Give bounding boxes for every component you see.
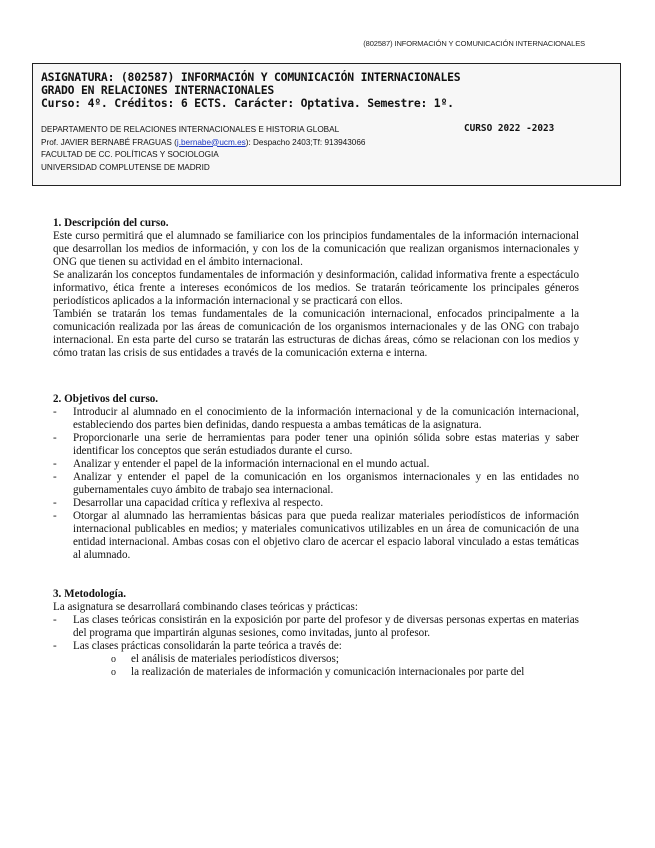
professor-email-link[interactable]: j.bernabe@ucm.es: [176, 137, 246, 147]
list-item: - Analizar y entender el papel de la comunicación en los organismos internacionales y en las entidades no gubernamentales cuyo ámbito de trabajo sea internacional.: [53, 471, 579, 497]
university: UNIVERSIDAD COMPLUTENSE DE MADRID: [41, 162, 210, 172]
professor-name: Prof. JAVIER BERNABÉ FRAGUAS (: [41, 137, 177, 147]
list-item: - Introducir al alumnado en el conocimiento de la información internacional y de la comunicación internacional, estableciendo dos partes bien definidas, dando respuesta a ambas temáticas de la asignatura.: [53, 406, 579, 432]
paragraph: También se tratarán los temas fundamentales de la comunicación internacional, enfocados principalmente a la comunicación realizada por las áreas de comunicación de los organismos internacionales y de las ONG con trabajo internacional. En esta parte del curso se tratarán las estructuras de dichas áreas, cómo se relacionan con los medios y cómo tratan las crisis de sus entidades a través de la comunicación externa e interna.: [53, 308, 579, 360]
faculty: FACULTAD DE CC. POLÍTICAS Y SOCIOLOGIA: [41, 150, 219, 159]
objectives-list: [53, 406, 579, 563]
course-meta: [41, 124, 612, 174]
paragraph: Este curso permitirá que el alumnado se familiarice con los principios fundamentales de la información internacional que desarrollan los medios de información, y con los de la comunicación que realizan organismos internacionales y ONG que tienen su actividad en el ámbito internacional.: [53, 230, 579, 269]
section-title: 1. Descripción del curso.: [53, 217, 169, 229]
course-details: Curso: 4º. Créditos: 6 ECTS. Carácter: Optativa. Semestre: 1º.: [41, 96, 454, 110]
list-item: [53, 640, 579, 679]
section-methodology: [53, 588, 579, 679]
list-item: - Otorgar al alumnado las herramientas básicas para que pueda realizar materiales periodísticos de información internacional publicables en medios; y materiales comunicativos utilizables en un área de comunicación de una entidad internacional. Ambas cosas con el objetivo claro de acercar el espacio laboral vinculado a estas temáticas al alumnado.: [53, 510, 579, 562]
section-description: [53, 217, 579, 361]
sub-list-item: o la realización de materiales de información y comunicación internacionales por parte del: [111, 666, 579, 679]
professor-line: [41, 137, 612, 150]
academic-year: CURSO 2022 -2023: [464, 123, 555, 134]
sub-list: [73, 653, 579, 679]
department: DEPARTAMENTO DE RELACIONES INTERNACIONALES E HISTORIA GLOBAL: [41, 125, 340, 134]
section-title: 2. Objetivos del curso.: [53, 392, 159, 405]
list-item: - Analizar y entender el papel de la información internacional en el mundo actual.: [53, 458, 579, 471]
list-item: - Desarrollar una capacidad crítica y reflexiva al respecto.: [53, 497, 579, 510]
professor-office: ): Despacho 2403;Tf: 913943066: [245, 137, 366, 147]
list-item-text: Las clases prácticas consolidarán la parte teórica a través de:: [73, 640, 342, 653]
list-item: - Las clases teóricas consistirán en la exposición por parte del profesor y de diversas personas expertas en materias del programa que impartirán algunas sesiones, como invitadas, junto al profesor.: [53, 614, 579, 640]
running-header: (802587) INFORMACIÓN Y COMUNICACIÓN INTERNACIONALES: [363, 39, 585, 48]
section-title: 3. Metodología.: [53, 588, 127, 601]
degree-title: GRADO EN RELACIONES INTERNACIONALES: [41, 83, 275, 97]
methodology-list: [53, 614, 579, 679]
course-info-box: [32, 63, 621, 186]
paragraph: La asignatura se desarrollará combinando clases teóricas y prácticas:: [53, 601, 358, 614]
document-body: [53, 217, 579, 679]
list-item: - Proporcionarle una serie de herramientas para poder tener una opinión sólida sobre estas materias y saber identificar los conceptos que serán estudiados durante el curso.: [53, 432, 579, 458]
paragraph: Se analizarán los conceptos fundamentales de información y desinformación, calidad informativa frente a espectáculo informativo, ética frente a intereses económicos de los medios. Se tratarán teóricamente los principales géneros periodísticos aplicados a la información internacional y se practicará con ellos.: [53, 269, 579, 308]
sub-list-item: o el análisis de materiales periodísticos diversos;: [111, 653, 579, 666]
section-objectives: [53, 393, 579, 563]
course-title: ASIGNATURA: (802587) INFORMACIÓN Y COMUNICACIÓN INTERNACIONALES: [41, 70, 461, 84]
